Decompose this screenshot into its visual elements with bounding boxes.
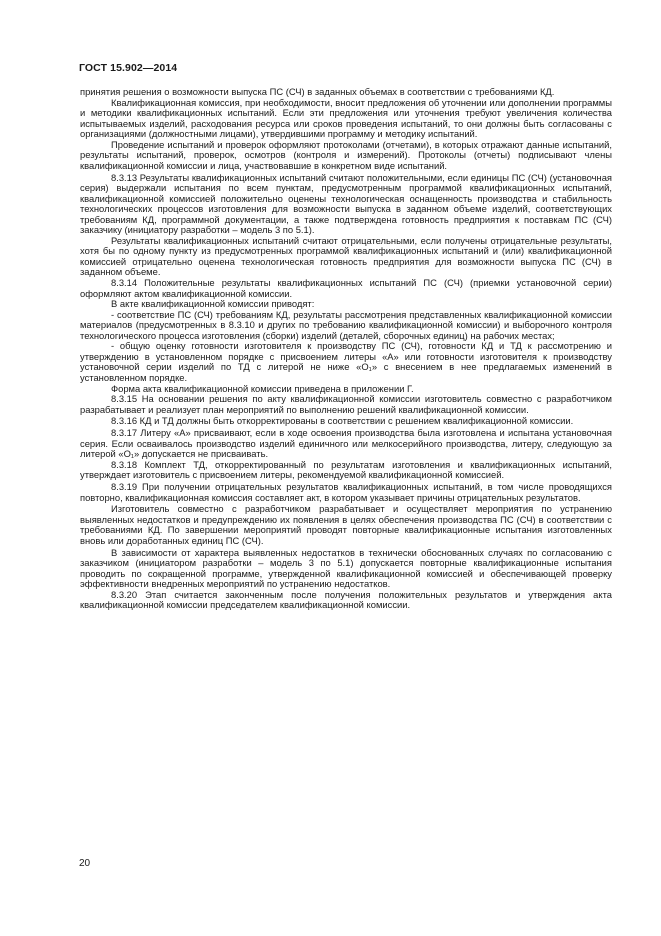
clause-8-3-19: 8.3.19 При получении отрицательных результатов квалификационных испытаний, в том числе проводящихся повторно, квалификационная комиссия составляет акт, в котором указывает причины отрицательных результатов.	[80, 480, 612, 503]
standard-header: ГОСТ 15.902—2014	[79, 62, 178, 74]
paragraph-corrective-measures: Изготовитель совместно с разработчиком разрабатывает и осуществляет мероприятия по устранению выявленных недостатков и предупреждению их появления в целях обеспечения производства ПС (СЧ) в соответствии с требованиями КД. По завершении мероприятий проводят повторные квалификационные испытания изготовленных вновь или доработанных единиц ПС (СЧ).	[80, 503, 612, 546]
paragraph-commission-proposals: Квалификационная комиссия, при необходимости, вносит предложения об уточнении или дополнении программы и методики квалификационных испытаний. Если эти предложения или уточнения требуют увеличения количества испытываемых изделий, расходования ресурса или сроков проведения испытаний, то они должны быть согласованы с организациями (должностными лицами), утвердившими программу и методику испытаний.	[80, 96, 612, 140]
page-number: 20	[79, 858, 91, 869]
paragraph-act-contents-intro: В акте квалификационной комиссии приводят:	[111, 298, 315, 310]
clause-8-3-15: 8.3.15 На основании решения по акту квалификационной комиссии изготовитель совместно с разработчиком разрабатывает и реализует план мероприятий по выполнению решений квалификационной комиссии.	[80, 393, 612, 415]
paragraph-reduced-program: В зависимости от характера выявленных недостатков в технически обоснованных случаях по согласованию с заказчиком (инициатором разработки – модель 3 по 5.1) допускается повторные квалификационные испытания проводить по сокращенной программе, утвержденной квалификационной комиссией и обеспечивающей проверку эффективности внедренных мероприятий по устранению недостатков.	[80, 546, 612, 590]
clause-8-3-13: 8.3.13 Результаты квалификационных испытаний считают положительными, если единицы ПС (СЧ) (установочная серия) выдержали испытания по всем пунктам, предусмотренным программой квалификационных испытаний, квалификационной комиссией положительно оценены технологическая оснащенность производства и стабильность технологических процессов изготовления для возможности выпуска в заданном объеме изделий, соответствующих требованиям КД, программной документации, а также подтверждена готовность предприятия к поставкам ПС (СЧ) заказчику (инициатору разработки – модель 3 по 5.1).	[80, 171, 612, 236]
paragraph-negative-results: Результаты квалификационных испытаний считают отрицательными, если получены отрицательные результаты, хотя бы по одному пункту из предусмотренных программой квалификационных испытаний и (или) квалификационной комиссией отрицательно оценена технологическая готовность предприятия для возможности выпуска ПС (СЧ) в заданном объеме.	[80, 234, 612, 278]
clause-8-3-14: 8.3.14 Положительные результаты квалификационных испытаний ПС (СЧ) (приемки установочной серии) оформляют актом квалификационной комиссии.	[80, 277, 612, 299]
clause-8-3-16: 8.3.16 КД и ТД должны быть откорректированы в соответствии с решением квалификационной комиссии.	[111, 415, 574, 427]
list-item-readiness: - общую оценку готовности изготовителя к производству ПС (СЧ), готовности КД и ТД к рассмотрению и утверждению в установленном порядке с присвоением литеры «А» или готовности изготовителя к производству установочной серии изделий по ТД с литерой не ниже «О₁» с внесением в нее предлагаемых изменений в установленном порядке.	[80, 340, 612, 383]
clause-8-3-17: 8.3.17 Литеру «А» присваивают, если в ходе освоения производства была изготовлена и испытана установочная серия. Если осваивалось производство изделий единичного или мелкосерийного производства, литеру, следующую за литерой «О₁» допускается не присваивать.	[80, 427, 612, 460]
paragraph-test-protocols: Проведение испытаний и проверок оформляют протоколами (отчетами), в которых отражают данные испытаний, результаты испытаний, проверок, осмотров (контроля и измерений). Протоколы (отчеты) подписывают члены квалификационной комиссии и лица, участвовавшие в конкретном виде испытаний.	[80, 138, 612, 171]
list-item-conformity: - соответствие ПС (СЧ) требованиям КД, результаты рассмотрения представленных квалификационной комиссии материалов (предусмотренных в 8.3.10 и других по требованию квалификационной комиссии) и выборочного контроля технологического процесса изготовления (сборки) изделий (деталей, сборочных единиц) на рабочих местах;	[80, 308, 612, 341]
clause-8-3-18: 8.3.18 Комплект ТД, откорректированный по результатам изготовления и квалификационных испытаний, утверждает изготовитель с присвоением литеры, рекомендуемой квалификационной комиссией.	[80, 458, 612, 481]
document-body	[80, 87, 612, 611]
paragraph-act-form-reference: Форма акта квалификационной комиссии приведена в приложении Г.	[111, 382, 414, 394]
clause-8-3-20: 8.3.20 Этап считается законченным после получения положительных результатов и утверждения акта квалификационной комиссии председателем квалификационной комиссии.	[80, 588, 612, 611]
paragraph-continuation: принятия решения о возможности выпуска ПС (СЧ) в заданных объемах в соответствии с требованиями КД.	[80, 86, 555, 97]
